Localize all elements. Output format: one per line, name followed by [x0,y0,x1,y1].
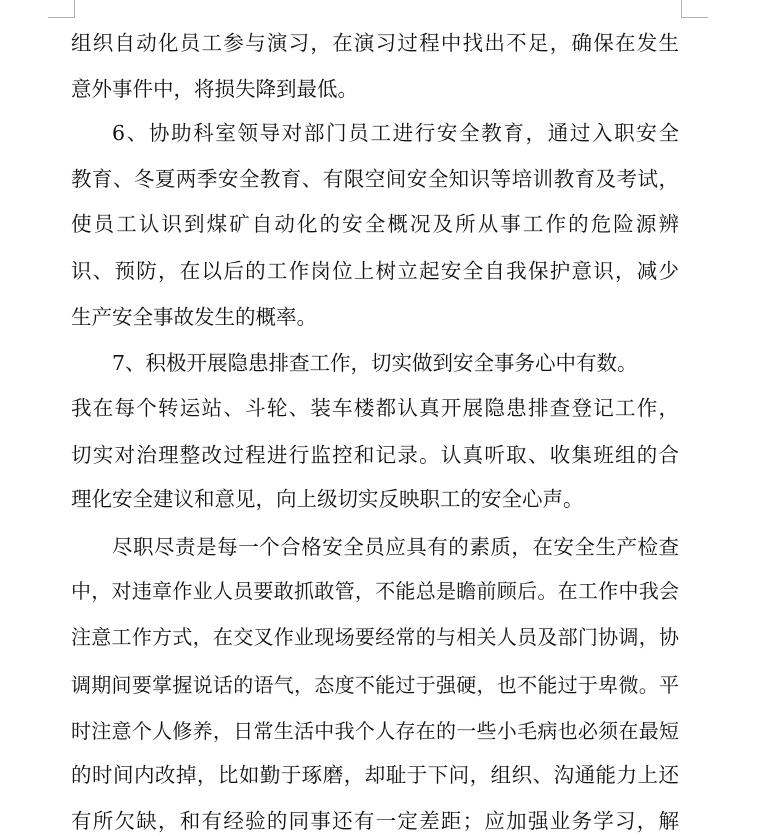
margin-corner-mark-right [681,0,708,18]
text-line: 调期间要掌握说话的语气，态度不能过于强硬，也不能过于卑微。平 [71,673,679,697]
text-line: 7、积极开展隐患排查工作，切实做到安全事务心中有数。 [112,351,638,375]
text-line: 理化安全建议和意见，向上级切实反映职工的安全心声。 [71,487,584,511]
text-line: 使员工认识到煤矿自动化的安全概况及所从事工作的危险源辨 [71,212,679,236]
text-line: 尽职尽责是每一个合格安全员应具有的素质，在安全生产检查 [112,535,679,559]
text-line: 识、预防，在以后的工作岗位上树立起安全自我保护意识，减少 [71,259,679,283]
text-line: 意外事件中，将损失降到最低。 [71,77,358,101]
text-line: 中，对违章作业人员要敢抓敢管，不能总是瞻前顾后。在工作中我会 [71,579,679,603]
text-line: 有所欠缺，和有经验的同事还有一定差距；应加强业务学习，解 [71,809,679,833]
text-line: 6、协助科室领导对部门员工进行安全教育，通过入职安全 [112,121,679,145]
text-line: 时注意个人修养，日常生活中我个人存在的一些小毛病也必须在最短 [71,719,679,743]
text-line: 组织自动化员工参与演习，在演习过程中找出不足，确保在发生 [71,31,679,55]
text-line: 注意工作方式，在交叉作业现场要经常的与相关人员及部门协调，协 [71,625,679,649]
text-line: 生产安全事故发生的概率。 [71,305,317,329]
margin-corner-mark-left [48,0,75,18]
text-line: 切实对治理整改过程进行监控和记录。认真听取、收集班组的合 [71,443,679,467]
text-line: 的时间内改掉，比如勤于琢磨，却耻于下问，组织、沟通能力上还 [71,763,679,787]
text-line: 教育、冬夏两季安全教育、有限空间安全知识等培训教育及考试， [71,167,679,191]
text-line: 我在每个转运站、斗轮、装车楼都认真开展隐患排查登记工作， [71,396,679,420]
